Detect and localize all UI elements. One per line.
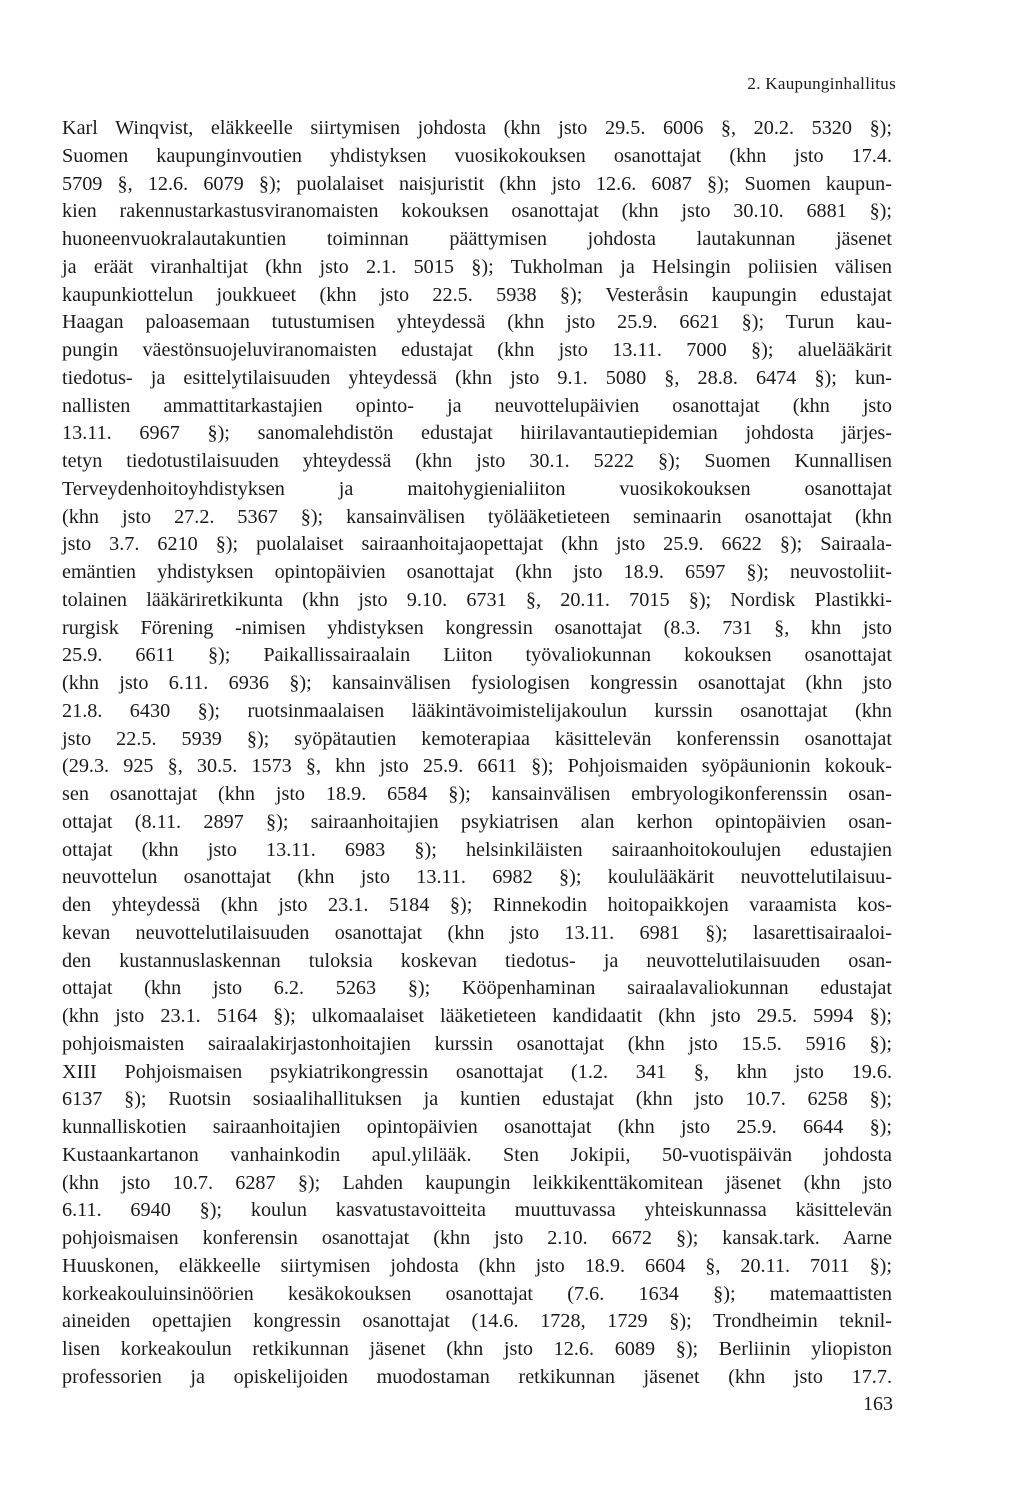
text-line: Terveydenhoitoyhdistyksen ja maitohygienialiiton vuosikokouksen osanottajat	[62, 477, 892, 500]
text-line: sen osanottajat (khn jsto 18.9. 6584 §); kansainvälisen embryologikonferenssin osan-	[62, 783, 892, 805]
text-line: professorien ja opiskelijoiden muodostaman retkikunnan jäsenet (khn jsto 17.7.	[62, 1365, 892, 1388]
text-line: kunnalliskotien sairaanhoitajien opintopäivien osanottajat (khn jsto 25.9. 6644 §);	[62, 1116, 892, 1138]
running-header: 2. Kaupunginhallitus	[747, 74, 896, 93]
text-line: (khn jsto 6.11. 6936 §); kansainvälisen fysiologisen kongressin osanottajat (khn jsto	[62, 672, 892, 694]
text-line: aineiden opettajien kongressin osanottajat (14.6. 1728, 1729 §); Trondheimin teknil-	[62, 1310, 892, 1333]
text-line: kaupunkiottelun joukkueet (khn jsto 22.5. 5938 §); Vesteråsin kaupungin edustajat	[62, 283, 892, 306]
text-line: kevan neuvottelutilaisuuden osanottajat (khn jsto 13.11. 6981 §); lasarettisairaaloi-	[62, 921, 892, 944]
text-line: neuvottelun osanottajat (khn jsto 13.11. 6982 §); koululääkärit neuvottelutilaisuu-	[62, 866, 892, 889]
text-line: (29.3. 925 §, 30.5. 1573 §, khn jsto 25.9. 6611 §); Pohjoismaiden syöpäunionin kokouk-	[62, 755, 892, 778]
text-line: 25.9. 6611 §); Paikallissairaalain Liiton työvaliokunnan kokouksen osanottajat	[62, 644, 892, 667]
text-line: pungin väestönsuojeluviranomaisten edustajat (khn jsto 13.11. 7000 §); aluelääkärit	[62, 339, 892, 361]
text-line: jsto 22.5. 5939 §); syöpätautien kemoterapiaa käsittelevän konferenssin osanottajat	[62, 727, 892, 750]
text-line: kien rakennustarkastusviranomaisten kokouksen osanottajat (khn jsto 30.10. 6881 §);	[62, 200, 892, 223]
text-line: Huuskonen, eläkkeelle siirtymisen johdosta (khn jsto 18.9. 6604 §, 20.11. 7011 §);	[62, 1254, 892, 1277]
text-line: ottajat (khn jsto 6.2. 5263 §); Kööpenhaminan sairaalavaliokunnan edustajat	[62, 977, 892, 1000]
text-line: (khn jsto 10.7. 6287 §); Lahden kaupungin leikkikenttäkomitean jäsenet (khn jsto	[62, 1171, 892, 1194]
text-line: Haagan paloasemaan tutustumisen yhteydessä (khn jsto 25.9. 6621 §); Turun kau-	[62, 311, 892, 334]
text-line: 13.11. 6967 §); sanomalehdistön edustajat hiirilavantautiepidemian johdosta järjes-	[62, 422, 892, 445]
text-line: XIII Pohjoismaisen psykiatrikongressin osanottajat (1.2. 341 §, khn jsto 19.6.	[62, 1060, 892, 1083]
text-line: pohjoismaisten sairaalakirjastonhoitajien kurssin osanottajat (khn jsto 15.5. 5916 §);	[62, 1032, 892, 1055]
text-line: nallisten ammattitarkastajien opinto- ja neuvottelupäivien osanottajat (khn jsto	[62, 394, 892, 417]
text-line: Karl Winqvist, eläkkeelle siirtymisen johdosta (khn jsto 29.5. 6006 §, 20.2. 5320 §);	[62, 117, 892, 139]
text-line: rurgisk Förening -nimisen yhdistyksen kongressin osanottajat (8.3. 731 §, khn jsto	[62, 616, 892, 639]
text-line: jsto 3.7. 6210 §); puolalaiset sairaanhoitajaopettajat (khn jsto 25.9. 6622 §); Sairaala-	[62, 533, 892, 556]
body-text	[62, 115, 892, 1392]
text-line: 21.8. 6430 §); ruotsinmaalaisen lääkintävoimistelijakoulun kurssin osanottajat (khn	[62, 699, 892, 722]
text-line: tiedotus- ja esittelytilaisuuden yhteydessä (khn jsto 9.1. 5080 §, 28.8. 6474 §); kun-	[62, 366, 892, 389]
text-line: den yhteydessä (khn jsto 23.1. 5184 §); Rinnekodin hoitopaikkojen varaamista kos-	[62, 894, 892, 916]
text-line: korkeakouluinsinöörien kesäkokouksen osanottajat (7.6. 1634 §); matemaattisten	[62, 1282, 892, 1305]
text-line: tolainen lääkäriretkikunta (khn jsto 9.10. 6731 §, 20.11. 7015 §); Nordisk Plastikki-	[62, 588, 892, 611]
text-line: ja eräät viranhaltijat (khn jsto 2.1. 5015 §); Tukholman ja Helsingin poliisien välisen	[62, 255, 892, 278]
text-line: ottajat (8.11. 2897 §); sairaanhoitajien psykiatrisen alan kerhon opintopäivien osan-	[62, 810, 892, 833]
text-line: den kustannuslaskennan tuloksia koskevan tiedotus- ja neuvottelutilaisuuden osan-	[62, 949, 892, 972]
text-line: (khn jsto 27.2. 5367 §); kansainvälisen työlääketieteen seminaarin osanottajat (khn	[62, 505, 892, 528]
text-line: tetyn tiedotustilaisuuden yhteydessä (khn jsto 30.1. 5222 §); Suomen Kunnallisen	[62, 450, 892, 472]
text-line: lisen korkeakoulun retkikunnan jäsenet (khn jsto 12.6. 6089 §); Berliinin yliopiston	[62, 1338, 892, 1360]
text-line: pohjoismaisen konferensin osanottajat (khn jsto 2.10. 6672 §); kansak.tark. Aarne	[62, 1227, 892, 1249]
text-line: 6137 §); Ruotsin sosiaalihallituksen ja kuntien edustajat (khn jsto 10.7. 6258 §);	[62, 1088, 892, 1111]
text-line: ottajat (khn jsto 13.11. 6983 §); helsinkiläisten sairaanhoitokoulujen edustajien	[62, 838, 892, 861]
text-line: Suomen kaupunginvoutien yhdistyksen vuosikokouksen osanottajat (khn jsto 17.4.	[62, 144, 892, 167]
page-number: 163	[863, 1393, 893, 1415]
text-line: emäntien yhdistyksen opintopäivien osanottajat (khn jsto 18.9. 6597 §); neuvostoliit-	[62, 561, 892, 583]
text-line: (khn jsto 23.1. 5164 §); ulkomaalaiset lääketieteen kandidaatit (khn jsto 29.5. 5994 §);	[62, 1005, 892, 1027]
text-line: 6.11. 6940 §); koulun kasvatustavoitteita muuttuvassa yhteiskunnassa käsittelevän	[62, 1199, 892, 1222]
text-line: huoneenvuokralautakuntien toiminnan päättymisen johdosta lautakunnan jäsenet	[62, 228, 892, 250]
text-line: Kustaankartanon vanhainkodin apul.ylilääk. Sten Jokipii, 50-vuotispäivän johdosta	[62, 1143, 892, 1166]
text-line: 5709 §, 12.6. 6079 §); puolalaiset naisjuristit (khn jsto 12.6. 6087 §); Suomen kaupun-	[62, 172, 892, 195]
